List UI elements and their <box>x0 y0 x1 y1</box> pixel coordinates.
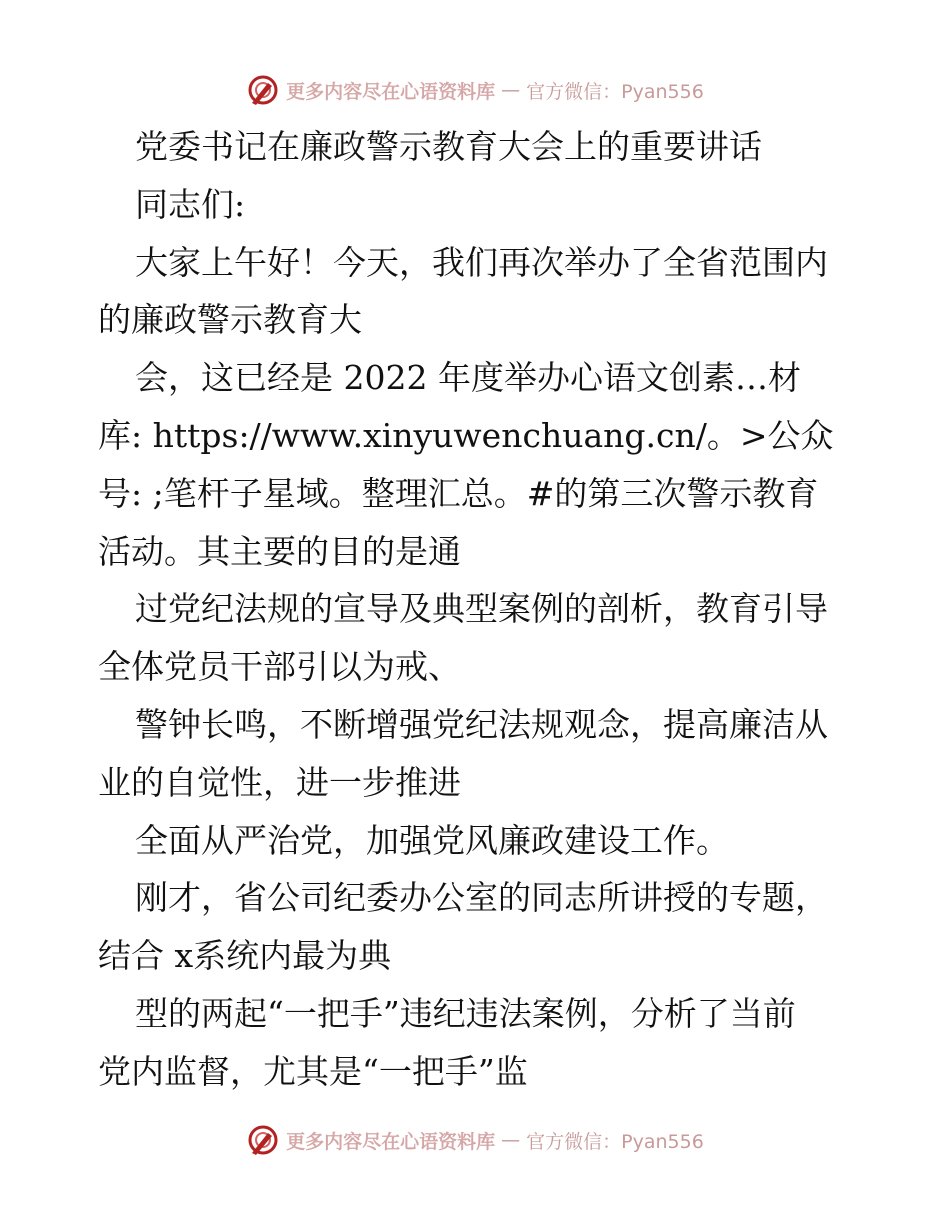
text-line: 大家上午好！今天，我们再次举办了全省范围内 <box>135 242 828 282</box>
watermark-separator: — <box>501 1129 521 1151</box>
document-body <box>98 118 858 1101</box>
text-line: 会，这已经是 2022 年度举办心语文创素…材 <box>135 358 801 398</box>
text-line: 全面从严治党，加强党风廉政建设工作。 <box>135 820 729 860</box>
text-line: 型的两起“一把手”违纪违法案例，分析了当前 <box>135 993 796 1033</box>
text-line: 警钟长鸣，不断增强党纪法规观念，提高廉洁从 <box>135 704 828 744</box>
watermark-contact: 官方微信：Pyan556 <box>526 80 704 103</box>
watermark-separator: — <box>501 79 521 101</box>
text-line: 党内监督，尤其是“一把手”监 <box>98 1051 528 1091</box>
text-line: 号: ;笔杆子星域。整理汇总。#的第三次警示教育 <box>98 473 819 513</box>
text-line: 活动。其主要的目的是通 <box>98 531 461 571</box>
text-line: 过党纪法规的宣导及典型案例的剖析，教育引导 <box>135 589 828 629</box>
text-line: 结合 x系统内最为典 <box>98 936 392 976</box>
pen-logo-icon <box>246 1123 280 1157</box>
text-line: 库: https://www.xinyuwenchuang.cn/。>公众 <box>98 415 834 455</box>
text-line: 全体党员干部引以为戒、 <box>98 647 461 687</box>
watermark-contact: 官方微信：Pyan556 <box>526 1130 704 1153</box>
text-line: 的廉政警示教育大 <box>98 300 362 340</box>
text-line: 同志们: <box>135 184 246 224</box>
text-line: 刚才，省公司纪委办公室的同志所讲授的专题， <box>135 878 828 918</box>
watermark-text: 更多内容尽在心语资料库 <box>286 80 496 103</box>
watermark-text: 更多内容尽在心语资料库 <box>286 1130 496 1153</box>
footer-watermark <box>0 1120 950 1160</box>
header-watermark <box>0 70 950 110</box>
pen-logo-icon <box>246 73 280 107</box>
document-title: 党委书记在廉政警示教育大会上的重要讲话 <box>135 127 762 166</box>
text-line: 业的自觉性，进一步推进 <box>98 762 461 802</box>
